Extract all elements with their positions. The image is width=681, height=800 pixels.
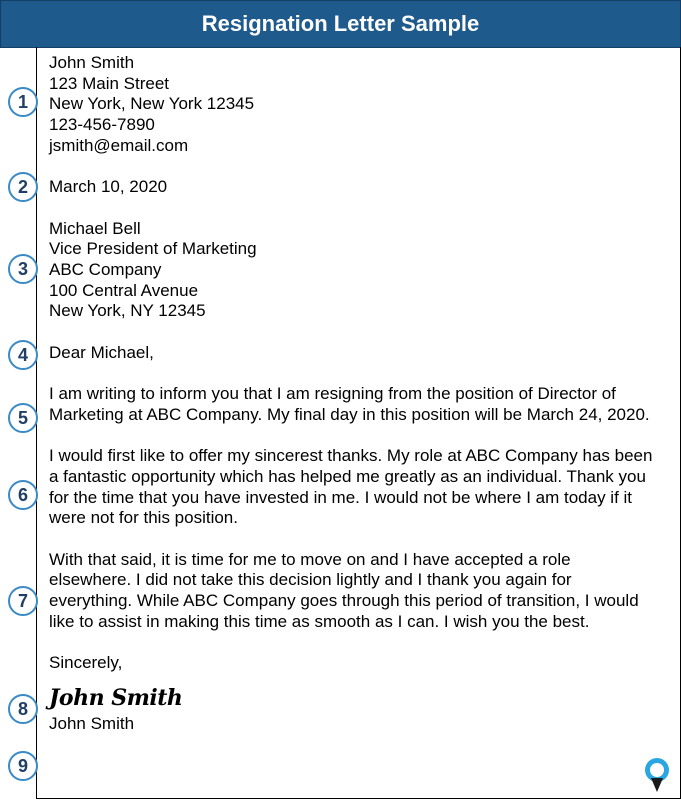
sender-block — [49, 53, 657, 157]
recipient-street: 100 Central Avenue — [49, 280, 199, 300]
step-badge-4: 4 — [8, 340, 38, 370]
handwritten-signature: John Smith — [49, 684, 183, 711]
step-badge-2: 2 — [8, 172, 38, 202]
letter-text — [49, 53, 657, 735]
recipient-block — [49, 219, 657, 323]
step-badge-1: 1 — [8, 87, 38, 117]
step-badge-7: 7 — [8, 586, 38, 616]
paragraph-thanks: I would first like to offer my sincerest thanks. My role at ABC Company has been a fantastic opportunity which has helped me greatly as an individual. Thank you for the time that you have invested in me. I would not be where I am today if it were not for this position. — [49, 446, 653, 528]
page-title: Resignation Letter Sample — [201, 11, 480, 36]
letter-date: March 10, 2020 — [49, 177, 168, 197]
logo-icon — [642, 756, 672, 794]
sender-phone: 123-456-7890 — [49, 115, 155, 135]
salutation: Dear Michael, — [49, 342, 154, 362]
closing: Sincerely, — [49, 653, 123, 673]
step-badge-9: 9 — [8, 751, 38, 781]
sender-city: New York, New York 12345 — [49, 94, 255, 114]
letter-body — [36, 47, 681, 799]
signature-name: John Smith — [49, 713, 135, 733]
sender-street: 123 Main Street — [49, 73, 170, 93]
sender-name: John Smith — [49, 53, 135, 72]
step-badge-6: 6 — [8, 480, 38, 510]
recipient-company: ABC Company — [49, 260, 162, 279]
paragraph-intro: I am writing to inform you that I am resigning from the position of Director of Marketing at ABC Company. My final day in this position will be March 24, 2020. — [49, 384, 650, 424]
step-badge-8: 8 — [8, 694, 38, 724]
paragraph-transition: With that said, it is time for me to move on and I have accepted a role elsewhere. I did not take this decision lightly and I thank you again for everything. While ABC Company goes through this period of transition, I would like to assist in making this time as smooth as I can. I wish you the best. — [49, 549, 639, 631]
header-bar — [0, 0, 681, 48]
sender-email: jsmith@email.com — [49, 135, 189, 155]
recipient-city: New York, NY 12345 — [49, 301, 206, 321]
step-badge-5: 5 — [8, 403, 38, 433]
recipient-name: Michael Bell — [49, 218, 141, 238]
recipient-title: Vice President of Marketing — [49, 239, 257, 259]
step-badge-3: 3 — [8, 254, 38, 284]
